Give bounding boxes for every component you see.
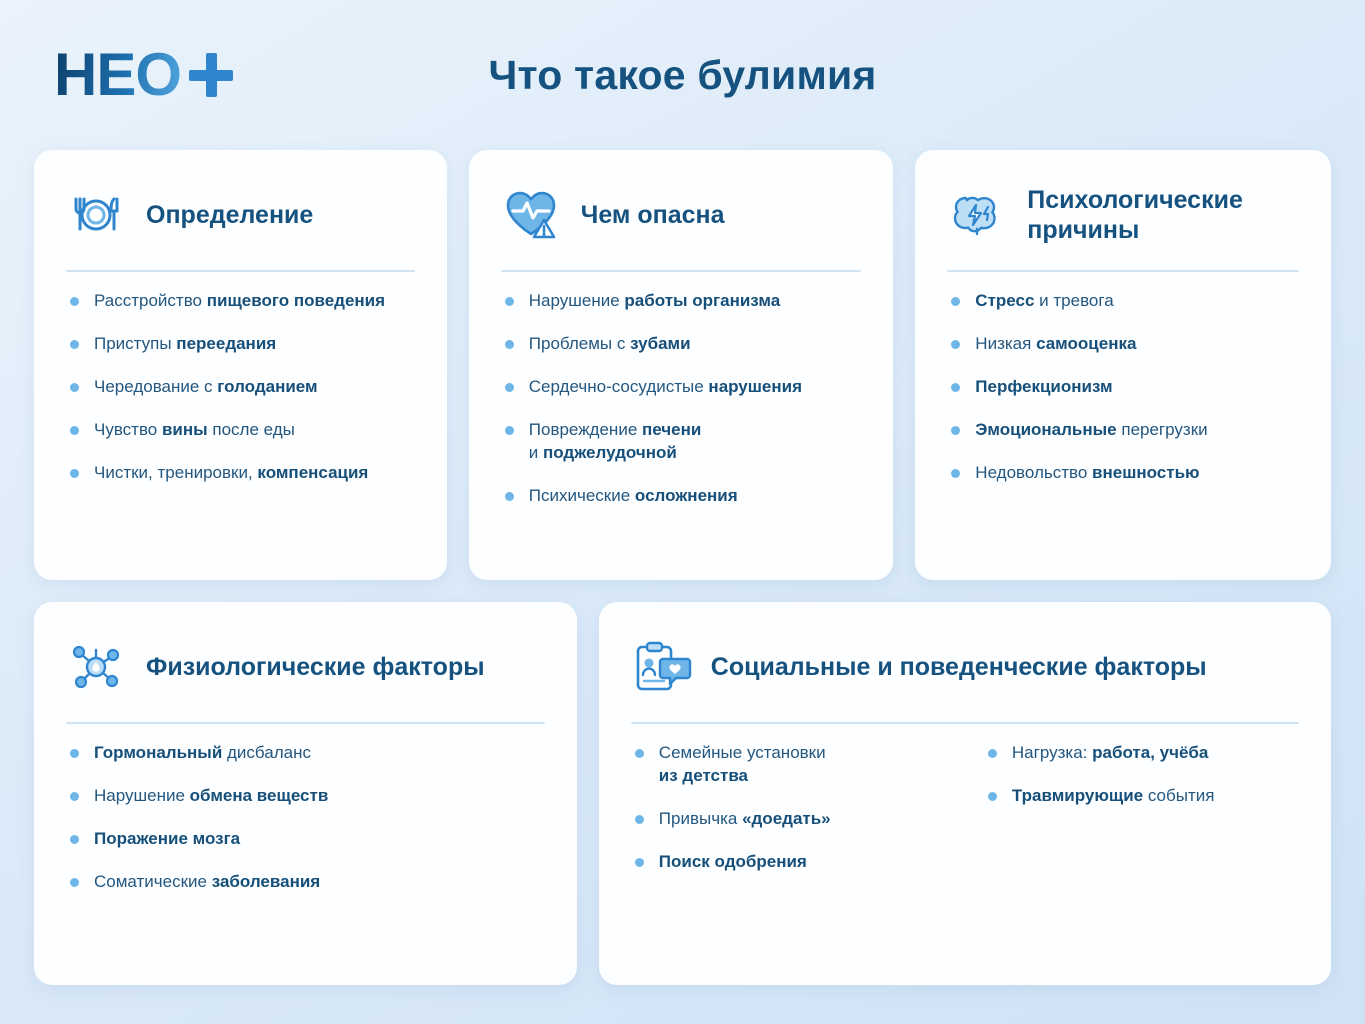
list-item: Проблемы с зубами — [503, 333, 864, 356]
list-item: Приступы переедания — [68, 333, 417, 356]
divider — [66, 722, 545, 724]
divider — [947, 270, 1299, 272]
card-title: Физиологические факторы — [146, 652, 485, 681]
card-header — [945, 176, 1301, 254]
bullet-list-right — [982, 736, 1301, 894]
list-item: Поражение мозга — [68, 828, 547, 851]
list-item: Повреждение печени и поджелудочной — [503, 419, 864, 465]
brain-lightning-icon — [945, 183, 1009, 247]
card-header — [629, 628, 1301, 706]
bullet-list — [64, 284, 417, 485]
list-item: Чистки, тренировки, компенсация — [68, 462, 417, 485]
list-item: Поиск одобрения — [633, 851, 948, 874]
bullet-list — [499, 284, 864, 508]
two-column-lists — [629, 736, 1301, 894]
cards-row-top — [34, 150, 1331, 580]
divider — [66, 270, 415, 272]
list-item: Сердечно-сосудистые нарушения — [503, 376, 864, 399]
list-item: Перфекционизм — [949, 376, 1301, 399]
molecule-icon — [64, 635, 128, 699]
list-item: Психические осложнения — [503, 485, 864, 508]
card-danger — [469, 150, 894, 580]
card-title: Определение — [146, 200, 314, 229]
card-psychological-causes — [915, 150, 1331, 580]
list-item: Нагрузка: работа, учёба — [986, 742, 1301, 765]
list-item: Стресс и тревога — [949, 290, 1301, 313]
list-item: Привычка «доедать» — [633, 808, 948, 831]
header — [34, 0, 1331, 150]
list-item: Гормональный дисбаланс — [68, 742, 547, 765]
list-item: Соматические заболевания — [68, 871, 547, 894]
card-header — [64, 628, 547, 706]
clipboard-chat-icon — [629, 635, 693, 699]
card-title: Чем опасна — [580, 200, 725, 229]
list-item: Расстройство пищевого поведения — [68, 290, 417, 313]
list-item: Семейные установки из детства — [633, 742, 948, 788]
bullet-list — [945, 284, 1301, 485]
card-header — [64, 176, 417, 254]
card-definition — [34, 150, 447, 580]
card-title: Социальные и поведенческие факторы — [710, 652, 1207, 681]
page-title: Что такое булимия — [488, 51, 877, 98]
logo-text: HEO — [54, 41, 182, 108]
divider — [631, 722, 1299, 724]
card-social-behavioral-factors — [599, 602, 1331, 985]
bullet-list-left — [629, 736, 948, 894]
list-item: Недовольство внешностью — [949, 462, 1301, 485]
list-item: Травмирующие события — [986, 785, 1301, 808]
card-physiological-factors — [34, 602, 577, 985]
heart-pulse-warning-icon — [499, 183, 563, 247]
list-item: Чередование с голоданием — [68, 376, 417, 399]
list-item: Эмоциональные перегрузки — [949, 419, 1301, 442]
list-item: Чувство вины после еды — [68, 419, 417, 442]
list-item: Низкая самооценка — [949, 333, 1301, 356]
plate-cutlery-icon — [64, 183, 128, 247]
list-item: Нарушение обмена веществ — [68, 785, 547, 808]
list-item: Нарушение работы организма — [503, 290, 864, 313]
cards-row-bottom — [34, 602, 1331, 985]
divider — [501, 270, 862, 272]
bullet-list — [64, 736, 547, 894]
card-header — [499, 176, 864, 254]
card-title: Психологические причины — [1027, 185, 1243, 244]
